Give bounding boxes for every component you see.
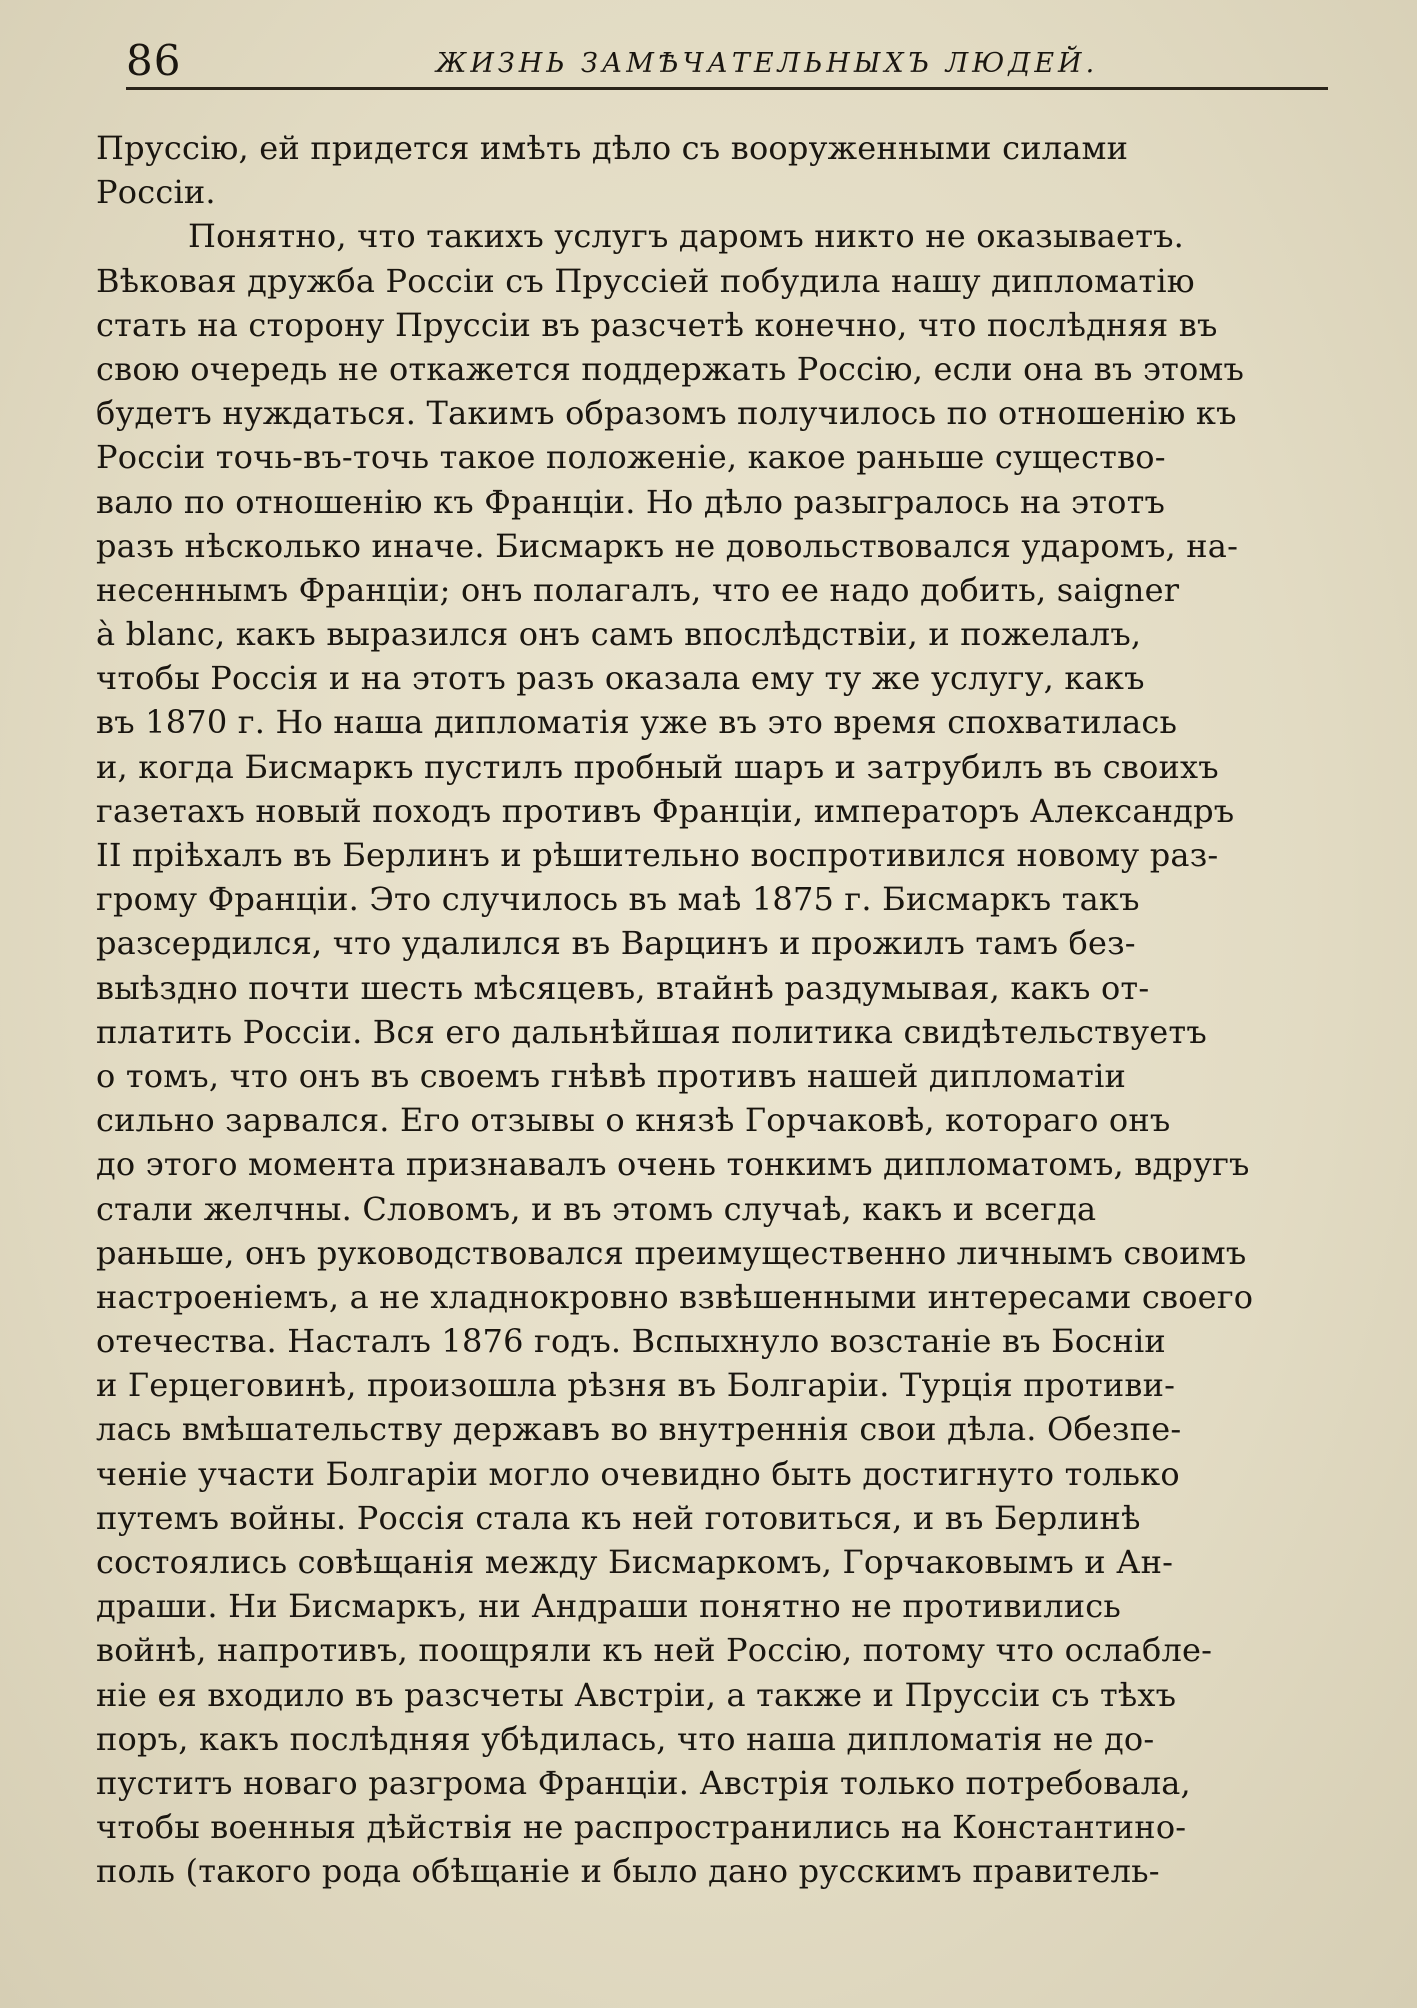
text-line: лась вмѣшательству державъ во внутреннія свои дѣла. Обезпе- xyxy=(96,1410,1182,1449)
text-line: сильно зарвался. Его отзывы о князѣ Горчаковѣ, котораго онъ xyxy=(96,1101,1171,1140)
text-line: разъ нѣсколько иначе. Бисмаркъ не довольствовался ударомъ, на- xyxy=(96,526,1239,565)
text-line: раньше, онъ руководствовался преимущественно личнымъ своимъ xyxy=(96,1233,1247,1272)
text-line: грому Франціи. Это случилось въ маѣ 1875 г. Бисмаркъ такъ xyxy=(96,880,1140,919)
text-line: à blanc, какъ выразился онъ самъ впослѣдствіи, и пожелалъ, xyxy=(96,615,1142,654)
text-line: стали желчны. Словомъ, и въ этомъ случаѣ, какъ и всегда xyxy=(96,1189,1097,1228)
text-line: путемъ войны. Россія стала къ ней готовиться, и въ Берлинѣ xyxy=(96,1498,1141,1537)
text-line: настроеніемъ, а не хладнокровно взвѣшенными интересами своего xyxy=(96,1277,1254,1316)
text-line: Пруссію, ей придется имѣть дѣло съ вооруженными силами xyxy=(96,129,1129,167)
running-title: ЖИЗНЬ ЗАМѢЧАТЕЛЬНЫХЪ ЛЮДЕЙ. xyxy=(436,48,1099,79)
text-line: драши. Ни Бисмаркъ, ни Андраши понятно не противились xyxy=(96,1587,1121,1626)
text-line: Понятно, что такихъ услугъ даромъ никто не оказываетъ. xyxy=(188,217,1185,256)
text-line: II пріѣхалъ въ Берлинъ и рѣшительно воспротивился новому раз- xyxy=(96,836,1219,874)
text-line: будетъ нуждаться. Такимъ образомъ получилось по отношенію къ xyxy=(96,394,1237,433)
page-number: 86 xyxy=(126,36,182,85)
text-line: въ 1870 г. Но наша дипломатія уже въ это время спохватилась xyxy=(96,703,1178,742)
text-line: о томъ, что онъ въ своемъ гнѣвѣ противъ нашей дипломатіи xyxy=(96,1056,1127,1095)
text-line: войнѣ, напротивъ, поощряли къ ней Россію, потому что ослабле- xyxy=(96,1631,1213,1670)
text-line: и, когда Бисмаркъ пустилъ пробный шаръ и затрубилъ въ своихъ xyxy=(96,747,1219,786)
page-header xyxy=(126,36,1328,88)
text-line: ченіе участи Болгаріи могло очевидно быть достигнуто только xyxy=(96,1454,1180,1493)
text-line: свою очередь не откажется поддержать Россію, если она въ этомъ xyxy=(96,349,1245,388)
body-text xyxy=(96,126,1332,1894)
text-line: несеннымъ Франціи; онъ полагалъ, что ее надо добить, saigner xyxy=(96,570,1180,609)
text-line: вало по отношенію къ Франціи. Но дѣло разыгралось на этотъ xyxy=(96,482,1166,521)
text-line: платить Россіи. Вся его дальнѣйшая политика свидѣтельствуетъ xyxy=(96,1012,1207,1051)
text-line: и Герцеговинѣ, произошла рѣзня въ Болгаріи. Турція противи- xyxy=(96,1366,1176,1405)
header-rule xyxy=(126,87,1328,90)
text-line: газетахъ новый походъ противъ Франціи, императоръ Александръ xyxy=(96,791,1235,830)
text-line: чтобы военныя дѣйствія не распространились на Константино- xyxy=(96,1808,1187,1847)
text-line: ніе ея входило въ разсчеты Австріи, а также и Пруссіи съ тѣхъ xyxy=(96,1675,1177,1714)
text-line: поръ, какъ послѣдняя убѣдилась, что наша дипломатія не до- xyxy=(96,1719,1155,1758)
text-line: Вѣковая дружба Россіи съ Пруссіей побудила нашу дипломатію xyxy=(96,261,1195,300)
text-line: выѣздно почти шесть мѣсяцевъ, втайнѣ раздумывая, какъ от- xyxy=(96,968,1150,1007)
text-line: состоялись совѣщанія между Бисмаркомъ, Горчаковымъ и Ан- xyxy=(96,1543,1174,1581)
text-line: до этого момента признавалъ очень тонкимъ дипломатомъ, вдругъ xyxy=(96,1145,1250,1184)
text-line: пуститъ новаго разгрома Франціи. Австрія только потребовала, xyxy=(96,1763,1191,1802)
text-line: стать на сторону Пруссіи въ разсчетѣ конечно, что послѣдняя въ xyxy=(96,305,1218,344)
text-line: Россіи точь-въ-точь такое положеніе, какое раньше существо- xyxy=(96,438,1166,477)
text-line: Россіи. xyxy=(96,173,216,212)
text-line: отечества. Насталъ 1876 годъ. Вспыхнуло возстаніе въ Босніи xyxy=(96,1322,1166,1361)
text-line: чтобы Россія и на этотъ разъ оказала ему ту же услугу, какъ xyxy=(96,659,1145,698)
text-line: поль (такого рода обѣщаніе и было дано русскимъ правитель- xyxy=(96,1852,1160,1891)
text-line: разсердился, что удалился въ Варцинъ и прожилъ тамъ без- xyxy=(96,924,1136,963)
